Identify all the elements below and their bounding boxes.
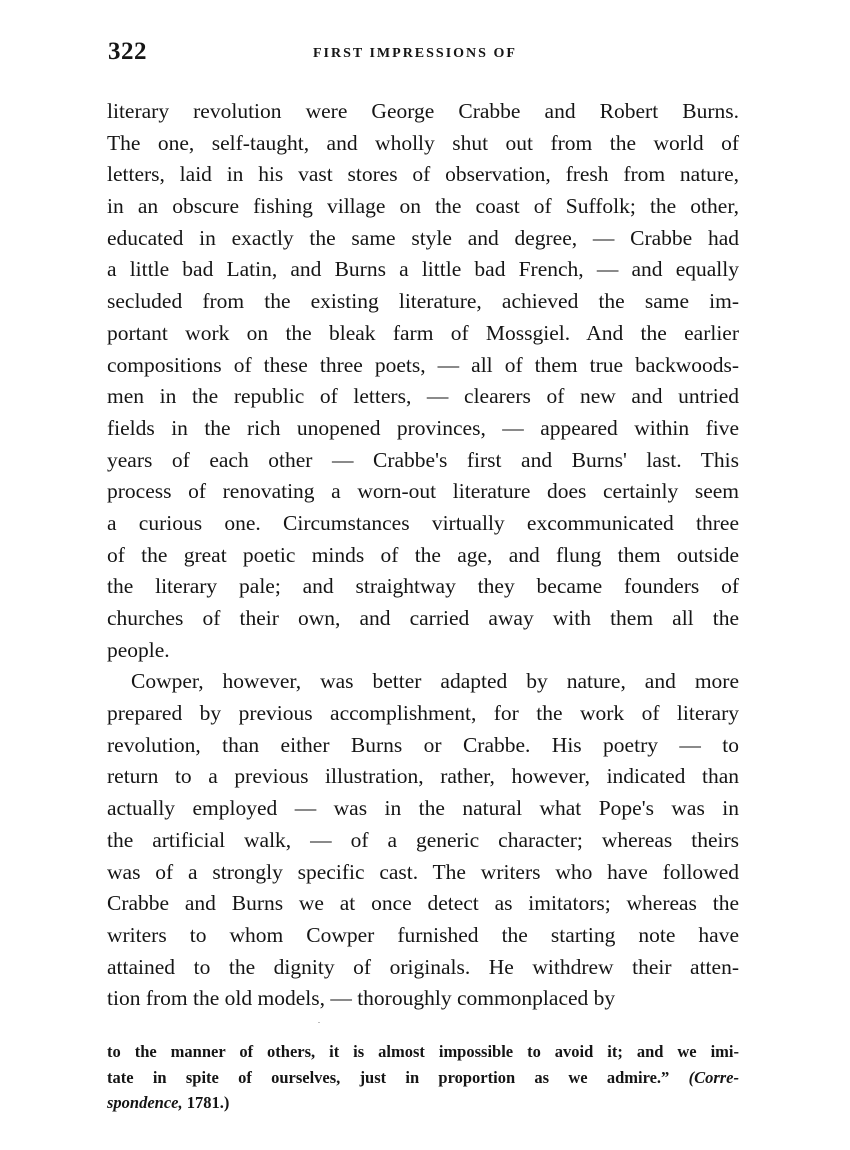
- text-line: letters, laid in his vast stores of observation, fresh from nature,: [107, 162, 739, 187]
- text-line: people.: [107, 637, 170, 662]
- text-line: secluded from the existing literature, achieved the same im-: [107, 289, 739, 314]
- text-line: process of renovating a worn-out literature does certainly seem: [107, 479, 739, 504]
- text-line: revolution, than either Burns or Crabbe. His poetry — to: [107, 732, 739, 757]
- text-line: writers to whom Cowper furnished the starting note have: [107, 922, 739, 947]
- text-line: of the great poetic minds of the age, and flung them outside: [107, 542, 739, 567]
- paragraph-2: [107, 666, 739, 1015]
- text-line: literary revolution were George Crabbe and Robert Burns.: [107, 99, 739, 123]
- text-line: fields in the rich unopened provinces, — appeared within five: [107, 415, 739, 440]
- text-line: compositions of these three poets, — all of them true backwoods-: [107, 352, 739, 377]
- footnote-line: spondence, 1781.): [107, 1093, 230, 1112]
- text-line: men in the republic of letters, — clearers of new and untried: [107, 384, 739, 409]
- text-line: Crabbe and Burns we at once detect as imitators; whereas the: [107, 891, 739, 916]
- body-text: [107, 96, 739, 1015]
- text-line: educated in exactly the same style and degree, — Crabbe had: [107, 225, 739, 250]
- text-line: The one, self-taught, and wholly shut out from the world of: [107, 130, 739, 155]
- text-line: the literary pale; and straightway they became founders of: [107, 574, 739, 599]
- text-line: a little bad Latin, and Burns a little bad French, — and equally: [107, 257, 739, 282]
- running-head: FIRST IMPRESSIONS OF: [313, 46, 517, 61]
- footnote: [107, 1039, 739, 1116]
- text-line: prepared by previous accomplishment, for the work of literary: [107, 701, 739, 726]
- text-line: attained to the dignity of originals. He withdrew their atten-: [107, 954, 739, 979]
- page-number: 322: [108, 38, 147, 65]
- text-line: in an obscure fishing village on the coast of Suffolk; the other,: [107, 194, 739, 219]
- text-line: churches of their own, and carried away with them all the: [107, 606, 739, 630]
- text-line: return to a previous illustration, rather, however, indicated than: [107, 764, 739, 789]
- text-line: Cowper, however, was better adapted by nature, and more: [131, 669, 739, 694]
- text-line: actually employed — was in the natural what Pope's was in: [107, 796, 739, 821]
- footnote-line: to the manner of others, it is almost impossible to avoid it; and we imi-: [107, 1042, 739, 1061]
- text-line: years of each other — Crabbe's first and Burns' last. This: [107, 447, 739, 472]
- text-line: portant work on the bleak farm of Mossgiel. And the earlier: [107, 320, 739, 345]
- text-line: tion from the old models, — thoroughly commonplaced by: [107, 986, 616, 1011]
- text-line: a curious one. Circumstances virtually excommunicated three: [107, 510, 739, 535]
- paragraph-1: [107, 96, 739, 666]
- page-header: [108, 38, 740, 72]
- text-line: was of a strongly specific cast. The writers who have followed: [107, 859, 739, 884]
- text-line: the artificial walk, — of a generic character; whereas theirs: [107, 827, 739, 852]
- footnote-separator: [318, 1022, 320, 1023]
- footnote-line: tate in spite of ourselves, just in proportion as we admire.” (Corre-: [107, 1067, 739, 1087]
